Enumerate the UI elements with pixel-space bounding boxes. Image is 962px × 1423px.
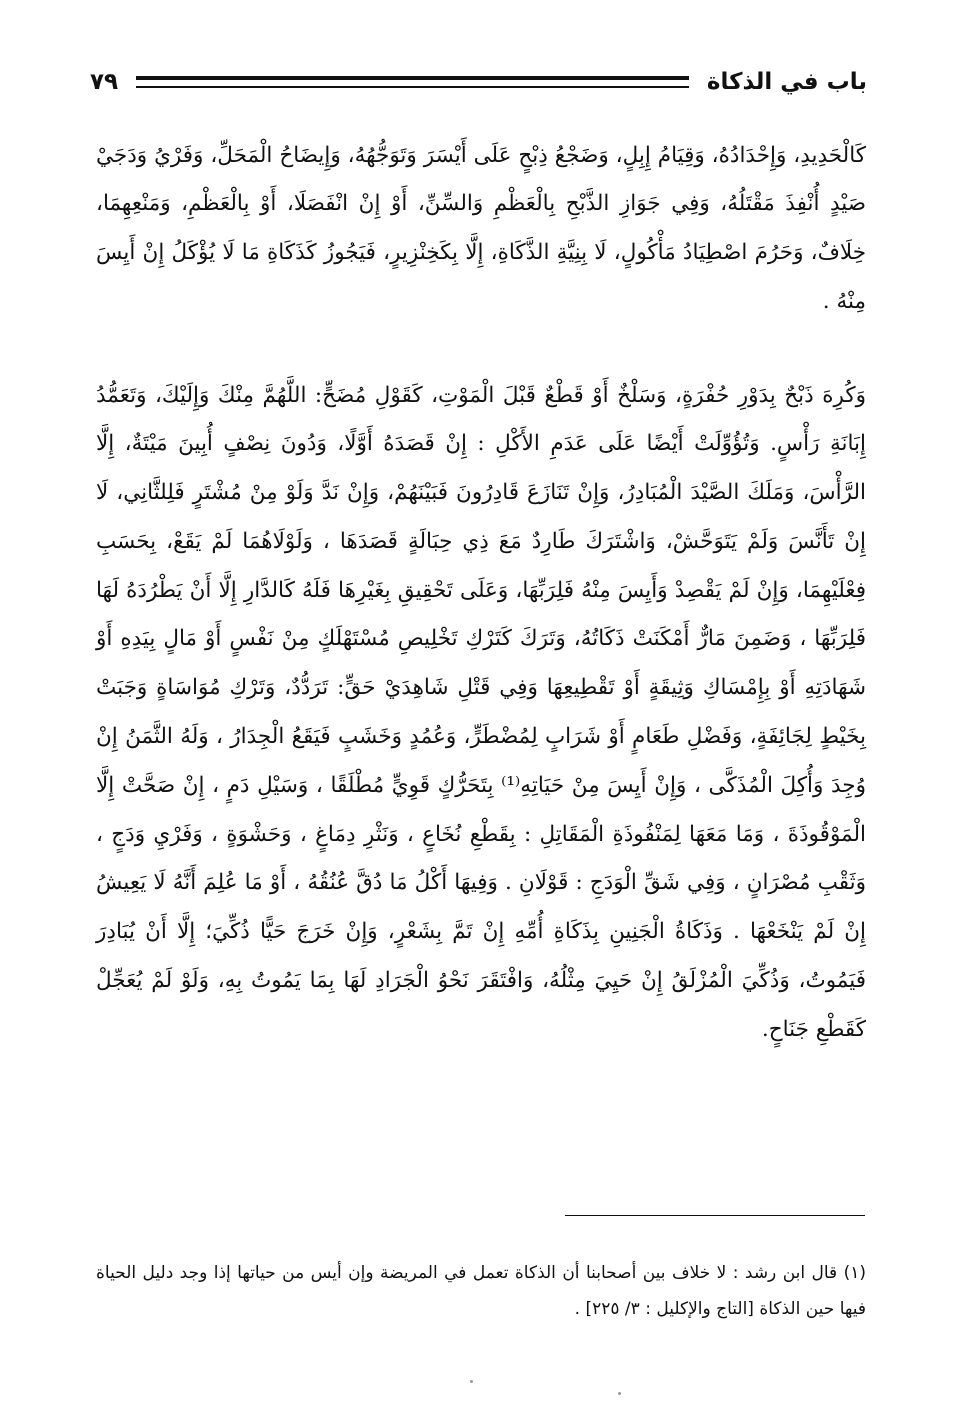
page-number: ٧٩ — [90, 69, 119, 95]
header-rule — [136, 76, 689, 88]
running-title: باب في الذكاة — [706, 69, 867, 95]
page-header — [90, 60, 867, 104]
scan-speck — [470, 1380, 473, 1383]
footnote: (١) قال ابن رشد : لا خلاف بين أصحابنا أن الذكاة تعمل في المريضة وإن أيس من حياتها إذا وجد دليل الحياة فيها حين الذكاة [التاج والإكليل : ٣/ ٢٢٥] . — [96, 1263, 866, 1319]
paragraph-1: كَالْحَدِيدِ، وَإِحْدَادُهُ، وَقِيَامُ إِبِلٍ، وَضَجْعُ ذِبْحٍ عَلَى أَيْسَرَ وَتَوَجُّهُهُ، وَإِيضَاحُ الْمَحَلِّ، وَفَرْيُ وَدَجَيْ صَيْدٍ أُنْفِذَ مَقْتَلُهُ، وَفِي جَوَازِ الذَّبْحِ بِالْعَظْمِ وَالسِّنِّ، أَوْ إِنْ انْفَصَلَا، أَوْ بِالْعَظْمِ، وَمَنْعِهِمَا، خِلَافٌ، وَحَرُمَ اصْطِيَادُ مَأْكُولٍ، لَا بِنِيَّةِ الذَّكَاةِ، إِلَّا بِكَخِنْزِيرٍ، فَيَجُوزُ كَذَكَاةِ مَا لَا يُؤْكَلُ إِنْ أَيِسَ مِنْهُ . — [96, 142, 866, 314]
footnote-separator — [565, 1215, 865, 1216]
paragraph-2: وَكُرِهَ ذَبْحٌ بِدَوْرِ حُفْرَةٍ، وَسَلْخٌ أَوْ قَطْعٌ قَبْلَ الْمَوْتِ، كَقَوْلِ مُضَحٍّ: اللَّهُمَّ مِنْكَ وَإِلَيْكَ، وَتَعَمُّدُ إِبَانَةِ رَأْسٍ. وَتُؤُوِّلَتْ أَيْضًا عَلَى عَدَمِ الأَكْلِ : إِنْ قَصَدَهُ أَوَّلًا، وَدُونَ نِصْفٍ أُبِينَ مَيْتَةٌ، إِلَّا الرَّأْسَ، وَمَلَكَ الصَّيْدَ الْمُبَادِرُ، وَإِنْ تَنَازَعَ قَادِرُونَ فَبَيْنَهُمْ، وَإِنْ نَدَّ وَلَوْ مِنْ مُشْتَرٍ فَلِلثَّانِي، لَا إِنْ تَأَنَّسَ وَلَمْ يَتَوَحَّشْ، وَاشْتَرَكَ طَارِدٌ مَعَ ذِي حِبَالَةٍ قَصَدَهَا ، وَلَوْلَاهُمَا لَمْ يَقَعْ، بِحَسَبِ فِعْلَيْهِمَا، وَإِنْ لَمْ يَقْصِدْ وَأَيِسَ مِنْهُ فَلِرَبِّهَا، وَعَلَى تَحْقِيقِ بِغَيْرِهَا فَلَهُ كَالدَّارِ إِلَّا أَنْ يَطْرُدَهُ لَهَا فَلِرَبِّهَا ، وَضَمِنَ مَارٌّ أَمْكَنَتْ ذَكَاتُهُ، وَتَرَكَ كَتَرْكِ تَخْلِيصِ مُسْتَهْلَكٍ مِنْ نَفْسٍ أَوْ مَالٍ بِيَدِهِ أَوْ شَهَادَتِهِ أَوْ بِإِمْسَاكِ وَثِيقَةٍ أَوْ تَقْطِيعِهَا وَفِي قَتْلِ شَاهِدَيْ حَقٍّ: تَرَدُّدٌ، وَتَرْكِ مُوَاسَاةٍ وَجَبَتْ بِخَيْطٍ لِجَائِفَةٍ، وَفَضْلِ طَعَامٍ أَوْ شَرَابٍ لِمُضْطَرٍّ، وَعُمُدٍ وَخَشَبٍ فَيَقَعُ الْجِدَارُ ، وَلَهُ الثَّمَنُ إِنْ وُجِدَ وَأُكِلَ الْمُذَكَّى ، وَإِنْ أَيِسَ مِنْ حَيَاتِهِ⁽¹⁾ بِتَحَرُّكٍ قَوِيٍّ مُطْلَقًا ، وَسَيْلِ دَمٍ ، إِنْ صَحَّتْ إِلَّا الْمَوْقُوذَةَ ، وَمَا مَعَهَا لِمَنْفُوذَةِ الْمَقَاتِلِ : بِقَطْعِ نُخَاعٍ ، وَنَثْرِ دِمَاغٍ ، وَحَشْوَةٍ ، وَفَرْيِ وَدَجٍ ، وَثَقْبِ مُصْرَانٍ ، وَفِي شَقِّ الْوَدَجِ : قَوْلَانِ . وَفِيهَا أَكْلُ مَا دُقَّ عُنُقُهُ ، أَوْ مَا عُلِمَ أَنَّهُ لَا يَعِيشُ إِنْ لَمْ يَنْخَعْهَا . وَذَكَاةُ الْجَنِينِ بِذَكَاةِ أُمِّهِ إِنْ تَمَّ بِشَعْرٍ، وَإِنْ خَرَجَ حَيًّا ذُكِّيَ؛ إِلَّا أَنْ يُبَادِرَ فَيَمُوتُ، وَذُكِّيَ الْمُزْلَقُ إِنْ حَيِيَ مِثْلُهُ، وَافْتَقَرَ نَحْوُ الْجَرَادِ لَهَا بِمَا يَمُوتُ بِهِ، وَلَوْ لَمْ يُعَجِّلْ كَقَطْعِ جَنَاحٍ. — [96, 382, 866, 1042]
scan-speck — [618, 1392, 621, 1395]
